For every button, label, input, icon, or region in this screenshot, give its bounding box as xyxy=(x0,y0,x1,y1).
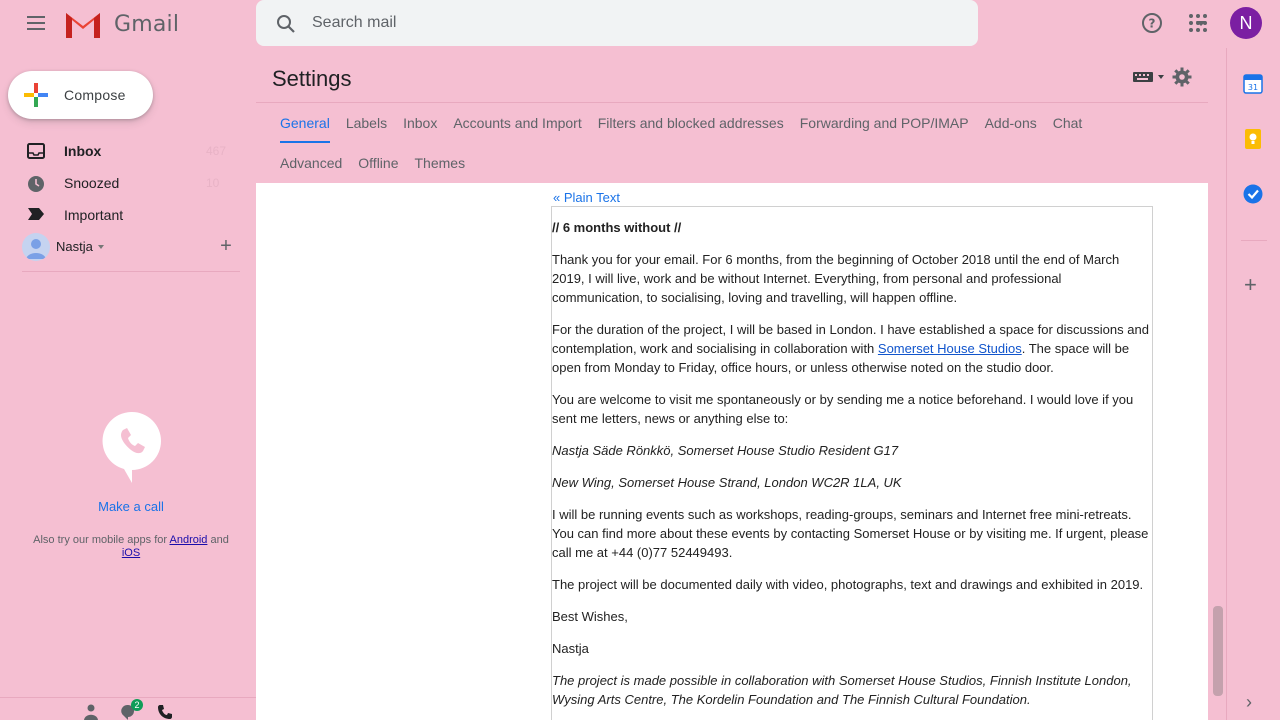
inbox-icon xyxy=(27,143,45,159)
signature-paragraph: You are welcome to visit me spontaneously or by sending me a notice beforehand. I would love if you sent me letters, news or anything else to: xyxy=(552,392,1134,426)
address-line: New Wing, Somerset House Strand, London WC2R 1LA, UK xyxy=(552,475,902,490)
tab-accounts-and-import[interactable]: Accounts and Import xyxy=(453,115,582,131)
mobile-apps-prefix: Also try our mobile apps for xyxy=(33,534,168,546)
person-icon xyxy=(22,233,50,261)
signature-heading: // 6 months without // xyxy=(552,220,682,235)
tab-inbox[interactable]: Inbox xyxy=(403,115,438,131)
somerset-house-studios-link[interactable]: Somerset House Studios xyxy=(877,341,1022,356)
hangouts-divider xyxy=(22,271,240,272)
tab-labels[interactable]: Labels xyxy=(345,115,388,131)
address-line: Nastja Säde Rönkkö, Somerset House Studio Resident G17 xyxy=(552,443,899,458)
calendar-day: 31 xyxy=(1247,83,1259,92)
signature-editor[interactable] xyxy=(551,206,1153,720)
side-panel xyxy=(1226,48,1280,720)
ios-link[interactable]: iOS xyxy=(121,547,141,559)
text-span: . The space will be open from Monday to Friday, office hours, or unless otherwise noted on the studio door. xyxy=(552,341,1130,375)
hangouts-avatar xyxy=(22,233,50,261)
android-link[interactable]: Android xyxy=(169,534,208,546)
tab-advanced[interactable]: Advanced xyxy=(280,155,343,171)
make-a-call-link[interactable]: Make a call xyxy=(98,499,164,514)
tab-filters[interactable]: Filters and blocked addresses xyxy=(597,115,784,131)
settings-tabs-row-2 xyxy=(272,143,473,179)
input-tools-keyboard-icon[interactable] xyxy=(1132,70,1166,84)
plain-text-link[interactable]: « Plain Text xyxy=(553,190,620,205)
sidebar-item-label: Snoozed xyxy=(64,175,120,191)
settings-content xyxy=(256,183,1208,720)
tab-offline[interactable]: Offline xyxy=(358,155,399,171)
signature-paragraph: I will be running events such as workshops, reading-groups, seminars and Internet free mini-retreats. You can find more about these events by contacting Somerset House or by visiting me. If urgent, please call me at +44 (0)77 52449493. xyxy=(552,507,1149,560)
unread-count: 467 xyxy=(206,144,227,158)
page-title: Settings xyxy=(272,66,352,91)
phone-icon[interactable] xyxy=(157,704,173,720)
help-icon[interactable] xyxy=(1141,12,1163,34)
sidebar-item-label: Inbox xyxy=(64,143,102,159)
clock-icon xyxy=(27,175,45,193)
text-span: For the duration of the project, I will be based in London. I have established a space for discussions and contemplation, work and socialising in collaboration with xyxy=(552,322,1149,356)
top-bar xyxy=(0,0,1280,48)
signature-paragraph: The project is made possible in collaboration with Somerset House Studios, Finnish Institute London, Wysing Arts Centre, The Kordelin Foundation and The Finnish Cultural Foundation. xyxy=(552,673,1132,707)
signature-paragraph: The project will be documented daily with video, photographs, text and drawings and exhibited in 2019. xyxy=(552,577,1144,592)
expand-panel-chevron-icon[interactable]: › xyxy=(1246,692,1252,712)
mobile-apps-note xyxy=(20,534,242,560)
compose-label: Compose xyxy=(64,87,126,103)
search-icon[interactable] xyxy=(274,12,298,36)
tab-general[interactable]: General xyxy=(272,103,338,139)
contacts-person-icon[interactable] xyxy=(84,704,98,720)
gmail-wordmark: Gmail xyxy=(114,11,180,37)
hangouts-user-name: Nastja xyxy=(56,239,93,254)
sidebar-item-inbox[interactable] xyxy=(0,135,256,167)
main-menu-button[interactable] xyxy=(22,12,50,36)
chat-badge: 2 xyxy=(131,699,143,711)
get-add-ons-plus-icon[interactable]: + xyxy=(1244,272,1257,297)
gmail-m-icon xyxy=(64,9,102,39)
tab-chat[interactable]: Chat xyxy=(1052,115,1083,131)
sidebar-item-important[interactable] xyxy=(0,199,256,231)
scrollbar-thumb[interactable] xyxy=(1213,606,1223,696)
status-caret-icon[interactable] xyxy=(98,245,104,249)
signature-paragraph xyxy=(552,320,1152,377)
calendar-icon[interactable] xyxy=(1243,74,1263,94)
important-icon xyxy=(27,207,45,221)
tab-add-ons[interactable]: Add-ons xyxy=(984,115,1037,131)
gmail-logo[interactable] xyxy=(64,8,179,40)
compose-button[interactable] xyxy=(8,71,153,119)
new-conversation-plus-icon[interactable]: + xyxy=(220,235,232,257)
rail-divider xyxy=(1241,240,1267,241)
signature-closing: Best Wishes, xyxy=(552,609,628,624)
sidebar-item-snoozed[interactable] xyxy=(0,167,256,199)
hangouts-user[interactable] xyxy=(22,233,252,263)
unread-count: 10 xyxy=(206,176,220,190)
tab-forwarding[interactable]: Forwarding and POP/IMAP xyxy=(799,115,969,131)
settings-tabs-row-1 xyxy=(272,103,1090,139)
tasks-icon[interactable] xyxy=(1243,184,1263,204)
sidebar-item-label: Important xyxy=(64,207,124,223)
compose-plus-icon xyxy=(24,83,48,107)
hangouts-bottom-bar xyxy=(0,697,256,720)
and-text: and xyxy=(210,534,229,546)
tab-themes[interactable]: Themes xyxy=(414,155,466,171)
google-apps-icon[interactable] xyxy=(1188,13,1208,33)
signature-paragraph: Thank you for your email. For 6 months, from the beginning of October 2018 until the end of March 2019, I will live, work and be without Internet. Everything, from personal and professional communication, to socialising, loving and travelling, will happen offline. xyxy=(552,252,1120,305)
svg-text:?: ? xyxy=(1148,16,1156,31)
account-avatar[interactable]: N xyxy=(1230,7,1262,39)
signature-name: Nastja xyxy=(552,641,589,656)
search-input[interactable] xyxy=(312,8,912,38)
keep-icon[interactable] xyxy=(1243,128,1263,150)
gear-icon[interactable] xyxy=(1172,67,1192,87)
phone-bubble-icon xyxy=(102,411,162,485)
search-bar xyxy=(256,0,978,46)
